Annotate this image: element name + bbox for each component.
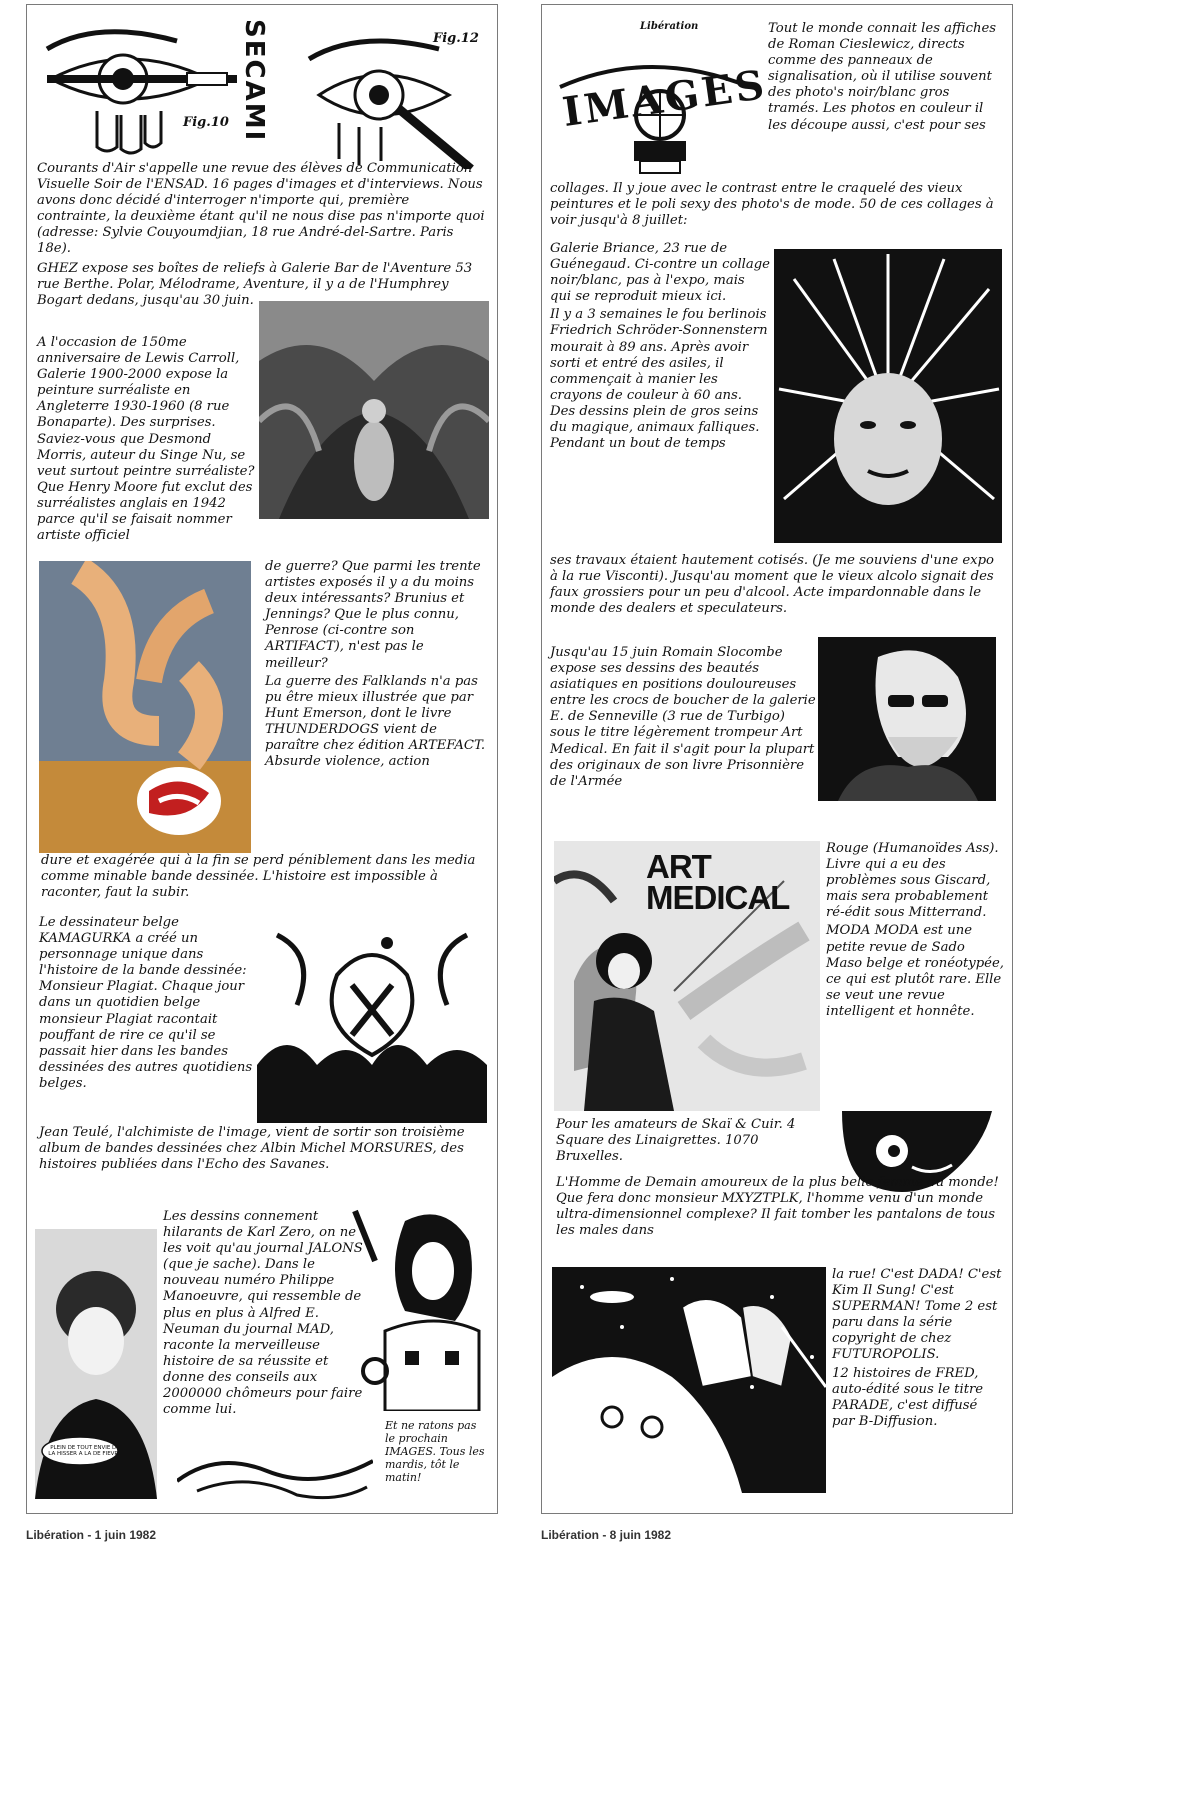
para-ratons: Et ne ratons pas le prochain IMAGES. Tous les mardis, tôt le matin! xyxy=(385,1419,485,1484)
comic-drawing-splash xyxy=(257,915,487,1123)
travaux-text xyxy=(550,553,1004,619)
para-dure: dure et exagérée qui à la fin se perd péniblement dans les media comme minable bande dessinée. L'histoire est impossible à raconter, faut la subir. xyxy=(41,853,476,901)
para-armee-rouge: Rouge (Humanoïdes Ass). Livre qui a eu des problèmes sous Giscard, mais sera probablement ré-édit sous Mitterrand. xyxy=(826,841,999,921)
para-slocombe: Jusqu'au 15 juin Romain Slocombe expose ses dessins des beautés asiatiques en positions douloureuses entre les crocs de boucher de la galerie E. de Senneville (3 rue de Turbigo) sous le titre légèrement trompeur Art Medical. En fait il s'agit pour la plupart des originaux de son livre Prisonnière de l'Armée xyxy=(550,645,816,789)
para-karl-zero: Les dessins connement hilarants de Karl Zero, on ne les voit qu'au journal JALONS (que je sache). Dans le nouveau numéro Philippe Manoeuvre, qui ressemble de plus en plus à Alfred E. Neuman du journal MAD, raconte la merveilleuse histoire de sa réussite et donne des conseils aux 2000000 chômeurs pour faire comme lui. xyxy=(163,1209,363,1418)
teule-text xyxy=(39,1125,487,1175)
ratons-text xyxy=(385,1419,489,1486)
para-schroder: Il y a 3 semaines le fou berlinois Friedrich Schröder-Sonnenstern mourait à 89 ans. Après avoir sorti et entré des asiles, il commençait à manier les crayons de couleur à 60 ans. Des dessins plein de gros seins du magique, animaux falliques. Pendant un bout de temps xyxy=(550,307,768,452)
burst-face-collage-photo xyxy=(774,249,1002,543)
old-man-photo xyxy=(818,637,996,801)
carroll-text xyxy=(37,335,255,546)
dure-text xyxy=(41,853,487,903)
penrose-artifact-painting xyxy=(39,561,251,853)
para-cieslewicz: Tout le monde connait les affiches de Roman Cieslewicz, directs comme des panneaux de signalisation, où il utilise souvent des photo's noir/blanc gros tramés. Les photos en couleur il les découpe aussi, c'est pour ses xyxy=(768,21,997,133)
fig10-label: Fig.10 xyxy=(183,115,229,130)
para-kamagurka: Le dessinateur belge KAMAGURKA a créé un personnage unique dans l'histoire de la bande dessinée: Monsieur Plagiat. Chaque jour dans un quotidien belge monsieur Plagiat racontait pouffant de rire ce qu'il se passait hier dans les bandes dessinées des autres quotidiens belges. xyxy=(39,915,253,1091)
page-left xyxy=(26,4,498,1514)
homme-text xyxy=(556,1175,1000,1241)
fig12-label: Fig.12 xyxy=(433,31,479,46)
superman-space-comic xyxy=(552,1267,826,1493)
zero-text xyxy=(163,1209,363,1420)
para-dada: la rue! C'est DADA! C'est Kim Il Sung! C'est SUPERMAN! Tome 2 est paru dans la série copyright de chez FUTUROPOLIS. xyxy=(832,1267,1002,1363)
hands-drawing xyxy=(177,1441,373,1505)
intro-text xyxy=(37,161,485,260)
para-travaux: ses travaux étaient hautement cotisés. (Je me souviens d'une expo à la rue Visconti). Jusqu'au moment que le vieux alcolo signait des faux grossiers pour un peu d'alcool. Acte impardonnable dans le monde des dealers et speculateurs. xyxy=(550,553,994,617)
dada-text xyxy=(832,1267,1004,1432)
kamagurka-text xyxy=(39,915,253,1094)
eye-drawing-fig10 xyxy=(37,19,247,157)
para-falklands: La guerre des Falklands n'a pas pu être mieux illustrée que par Hunt Emerson, dont le livre THUNDERDOGS vient de paraître chez édition ARTEFACT. Absurde violence, action xyxy=(265,673,486,770)
images-title: IMAGES xyxy=(559,60,770,137)
briance-text xyxy=(550,241,770,454)
para-ghez: GHEZ expose ses boîtes de reliefs à Galerie Bar de l'Aventure 53 rue Berthe. Polar, Mélodrame, Aventure, il y a de l'Humphrey Bogart dedans, jusqu'au 30 juin. xyxy=(37,261,473,309)
para-courants-dair: Courants d'Air s'appelle une revue des élèves de Communication Visuelle Soir de l'ENSAD. 16 pages d'images et d'interviews. Nous avons donc décidé d'interroger n'importe qui, première contrainte, la deuxième étant qu'il ne nous dise pas n'importe quoi (adresse: Sylvie Couyoumdjian, 18 rue André-del-Sartre. Paris 18e). xyxy=(37,161,485,257)
para-galerie-briance: Galerie Briance, 23 rue de Guénegaud. Ci-contre un collage noir/blanc, pas à l'expo, mais qui se reproduit mieux ici. xyxy=(550,241,770,305)
woman-drawing xyxy=(345,1201,489,1411)
para-homme-de-demain: L'Homme de Demain amoureux de la plus belle femme du monde! Que fera donc monsieur MXYZTPLK, l'homme venu d'un monde ultra-dimensionnel complexe? Il fait tomber les pantalons de tous les males dans xyxy=(556,1175,999,1239)
para-lewis-carroll: A l'occasion de 150me anniversaire de Lewis Carroll, Galerie 1900-2000 expose la peinture surréaliste en Angleterre 1930-1960 (8 rue Bonaparte). Des surprises. Saviez-vous que Desmond Morris, auteur du Singe Nu, se veut surtout peintre surréaliste? Que Henry Moore fut exclut des surréalistes anglais en 1942 parce qu'il se faisait nommer artiste officiel xyxy=(37,335,255,544)
page-right xyxy=(541,4,1013,1514)
para-de-guerre: de guerre? Que parmi les trente artistes exposés il y a du moins deux intéressants? Brunius et Jennings? Que le plus connu, Penrose (ci-contre son ARTIFACT), n'est pas le meilleur? xyxy=(265,559,481,671)
portrait-speech-bubble: PLEIN DE TOUT ENVIE DE LA HISSER A LA DE FIEVRE xyxy=(48,1445,122,1457)
para-moda-moda: MODA MODA est une petite revue de Sado Maso belge et ronéotypée, ce qui est plutôt rare. Elle se veut une revue intelligent et honnête. xyxy=(826,923,1004,1019)
para-collages: collages. Il y joue avec le contrast entre le craquelé des vieux peintures et le poli sexy des photo's de mode. 50 de ces collages à voir jusqu'à 8 juillet: xyxy=(550,181,994,229)
portrait-photo xyxy=(35,1229,157,1499)
para-amateurs: Pour les amateurs de Skaï & Cuir. 4 Square des Linaigrettes. 1070 Bruxelles. xyxy=(556,1117,796,1165)
rouge-text xyxy=(826,841,1004,1022)
collages-text xyxy=(550,181,1004,231)
amateurs-text xyxy=(556,1117,824,1167)
caption-liberation-1-juin: Libération - 1 juin 1982 xyxy=(26,1528,157,1542)
fern-photo xyxy=(259,301,489,519)
art-medical-title: ART MEDICAL xyxy=(646,848,790,916)
liberation-logo: Libération xyxy=(640,21,699,32)
para-jean-teule: Jean Teulé, l'alchimiste de l'image, vient de sortir son troisième album de bandes dessinées chez Albin Michel MORSURES, des histoires publiées dans l'Echo des Savanes. xyxy=(39,1125,465,1173)
caption-liberation-8-juin: Libération - 8 juin 1982 xyxy=(541,1528,672,1542)
guerre-text xyxy=(265,559,487,772)
cieslewicz-text xyxy=(768,21,1004,136)
secami-title: SECAMI xyxy=(239,19,269,143)
slocombe-text xyxy=(550,645,816,792)
para-fred: 12 histoires de FRED, auto-édité sous le titre PARADE, c'est diffusé par B-Diffusion. xyxy=(832,1365,984,1429)
